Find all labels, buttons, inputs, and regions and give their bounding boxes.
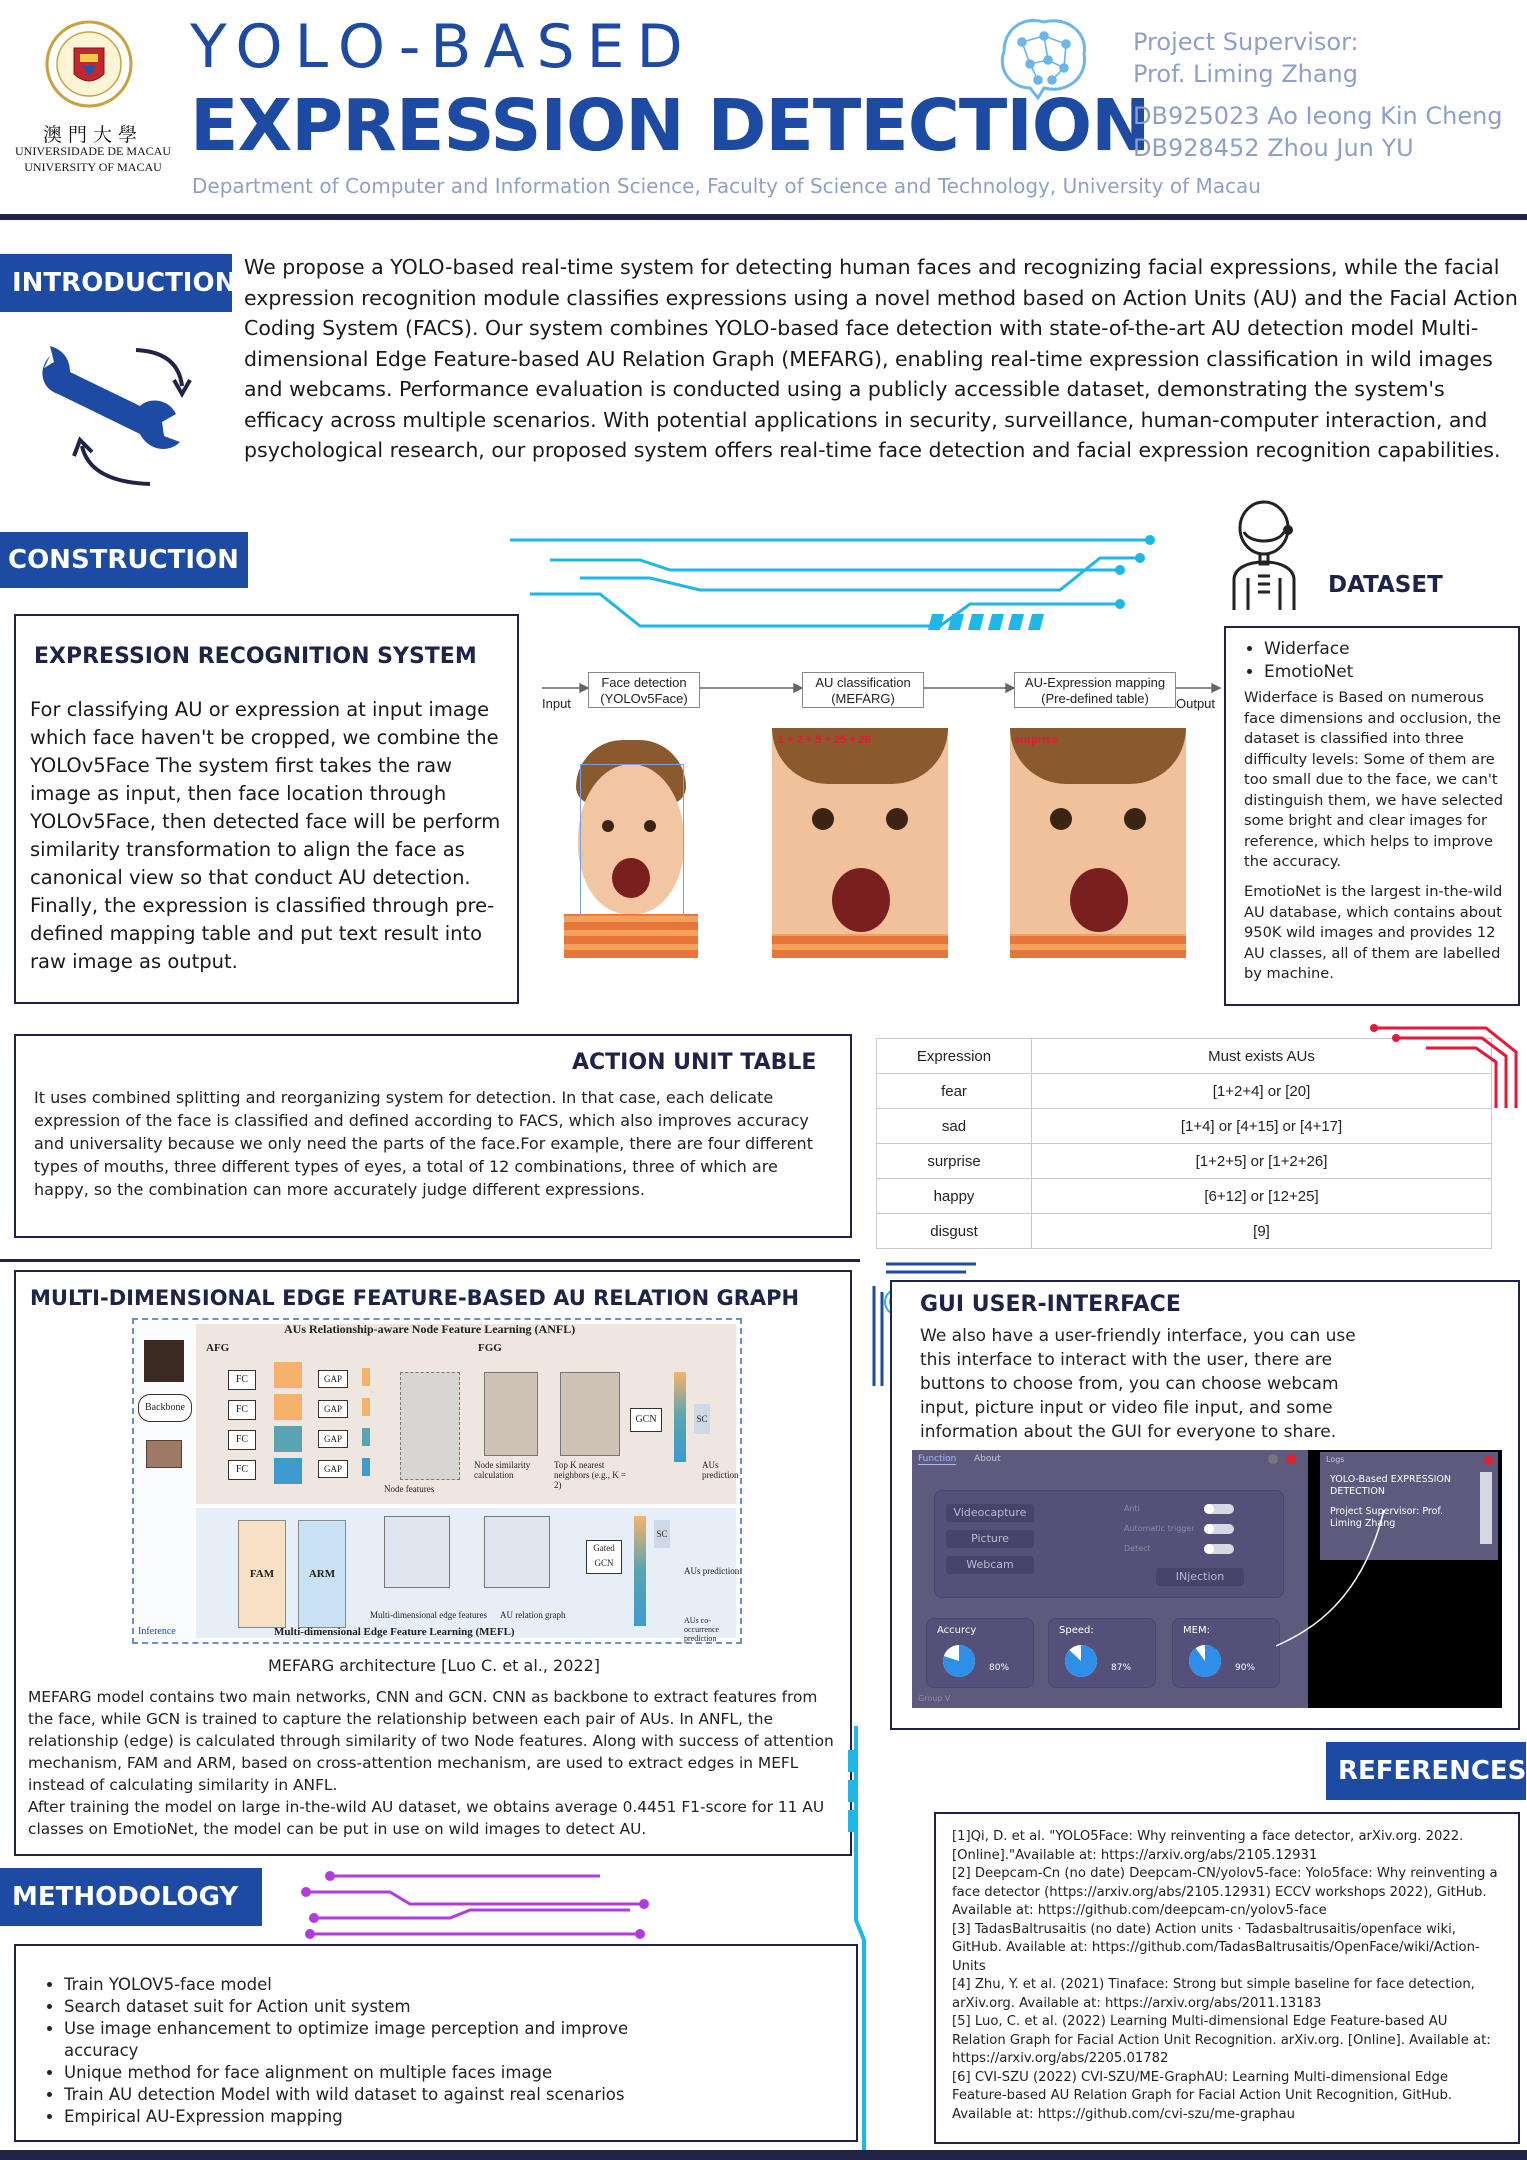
- gated-gcn-box: [586, 1540, 622, 1574]
- methodology-item: • Empirical AU-Expression mapping: [64, 2106, 684, 2128]
- gui-text: We also have a user-friendly interface, you can use this interface to interact with the user, there are buttons to choose from, you can choose webcam input, picture input or video file input, and some information about the GUI for everyone to share.: [920, 1326, 1356, 1442]
- introduction-heading: INTRODUCTION: [0, 254, 232, 312]
- action-unit-text: It uses combined splitting and reorganizing system for detection. In that case, each delicate expression of the face is classified and defined according to FACS, which also improves accuracy and universality because we only need the parts of the face.For example, there are four different types of mouths, three different types of eyes, a total of 12 combinations, three of which are happy, so the combination can more accurately judge different expressions.: [34, 1088, 813, 1199]
- aus-prediction-label-2: AUs prediction: [684, 1566, 740, 1576]
- references-heading: REFERENCES: [1326, 1742, 1526, 1800]
- speed-card: [1048, 1618, 1156, 1688]
- header-divider: [0, 214, 1527, 220]
- inference-label: Inference: [138, 1626, 176, 1637]
- methodology-item: • Search dataset suit for Action unit system: [64, 1996, 684, 2018]
- table-cell-aus: [9]: [1032, 1214, 1492, 1249]
- au-overlay-text: 1 + 2 + 5 + 25 + 26: [778, 734, 871, 746]
- ers-title: EXPRESSION RECOGNITION SYSTEM: [34, 644, 477, 669]
- mefarg-box: [14, 1270, 852, 1856]
- gcn-label-2: GCN: [594, 1558, 614, 1568]
- table-cell-expression: surprise: [877, 1144, 1032, 1179]
- topk-label: Top K nearest neighbors (e.g., K = 2): [554, 1460, 627, 1490]
- circuit-lines-cyan: [500, 530, 1180, 640]
- university-name-en: UNIVERSITY OF MACAU: [24, 160, 162, 174]
- table-header-aus: Must exists AUs: [1032, 1039, 1492, 1074]
- table-cell-expression: disgust: [877, 1214, 1032, 1249]
- anfl-title: AUs Relationship-aware Node Feature Learning (ANFL): [284, 1322, 576, 1336]
- cropped-face-photo-au: [772, 728, 948, 958]
- dataset-para-1: Widerface is Based on numerous face dimensions and occlusion, the dataset is classified into three difficulty levels: Some of them are too small due to the face, we can't distinguish them, we have selected some bright and clear images for reference, which helps to improve the accuracy.: [1244, 689, 1504, 870]
- gap-box-1: GAP: [318, 1370, 348, 1388]
- step2-line-a: AU classification: [815, 675, 911, 690]
- toggle-switch-detect[interactable]: [1204, 1544, 1234, 1554]
- construction-heading: CONSTRUCTION: [0, 532, 248, 588]
- fgg-label: FGG: [478, 1342, 502, 1354]
- log-line-2: Project Supervisor: Prof. Liming Zhang: [1330, 1506, 1444, 1529]
- step3-line-a: AU-Expression mapping: [1024, 675, 1166, 690]
- gauge-fill: [1189, 1645, 1221, 1677]
- gcn-box: GCN: [630, 1408, 662, 1432]
- methodology-list: [36, 1974, 684, 2128]
- brain-network-icon: [994, 14, 1094, 102]
- gui-box: [890, 1280, 1520, 1730]
- dataset-heading: DATASET: [1328, 572, 1443, 598]
- dataset-item-widerface: • Widerface: [1264, 638, 1527, 661]
- methodology-item: • Use image enhancement to optimize image perception and improve accuracy: [64, 2018, 684, 2062]
- fam-box: FAM: [238, 1520, 286, 1628]
- reference-item: [2] Deepcam-Cn (no date) Deepcam-CN/yolov5-face: Yolo5face: Why reinventing a face detector (https://arxiv.org/abs/2105.12931) ECCV workshops 2022), GitHub. Available at: https://github.com/deepcam-cn/yolov5-face: [952, 1866, 1498, 1918]
- fc-box-1: FC: [228, 1370, 256, 1390]
- reference-item: [3] TadasBaltrusaitis (no date) Action units · Tadasbaltrusaitis/openface wiki, GitHub. Available at: https://github.com/TadasBaltrusaitis/OpenFace/wiki/Action-Units: [952, 1921, 1480, 1974]
- pipeline-input-label: Input: [542, 696, 571, 711]
- mefarg-caption: MEFARG architecture [Luo C. et al., 2022]: [268, 1656, 600, 1675]
- dataset-list: [1236, 638, 1527, 684]
- table-cell-aus: [6+12] or [12+25]: [1032, 1179, 1492, 1214]
- mem-gauge: [1187, 1643, 1223, 1679]
- gui-footer: Group V: [918, 1694, 951, 1703]
- robot-icon: [1224, 496, 1304, 612]
- pipeline-output-label: Output: [1176, 696, 1216, 711]
- afg-label: AFG: [206, 1342, 230, 1354]
- expression-overlay-text: surprise: [1014, 734, 1058, 746]
- table-row: [877, 1144, 1492, 1179]
- table-cell-aus: [1+2+4] or [20]: [1032, 1074, 1492, 1109]
- gui-heading: GUI USER-INTERFACE: [920, 1292, 1181, 1317]
- university-chinese-name: 澳門大學: [42, 124, 143, 146]
- introduction-text: We propose a YOLO-based real-time system for detecting human faces and recognizing facial expressions, while the facial expression recognition module classifies expressions using a novel method based on Action Units (AU) and the Facial Action Coding System (FACS). Our system combines YOLO-based face detection with state-of-the-art AU detection model Multi-dimensional Edge Feature-based AU Relation Graph (MEFARG), enabling real-time expression classification in wild images and webcams. Performance evaluation is conducted using a publicly accessible dataset, demonstrating the system's efficacy across multiple scenarios. With potential applications in security, surveillance, human-computer interaction, and psychological research, our proposed system offers real-time face detection and facial expression recognition capabilities.: [244, 255, 1518, 462]
- expression-recognition-box: [14, 614, 519, 1004]
- gap-box-2: GAP: [318, 1400, 348, 1418]
- section-divider: [0, 1259, 860, 1262]
- mem-label: MEM:: [1183, 1625, 1210, 1636]
- header: [0, 0, 1527, 215]
- log-close-icon[interactable]: [1484, 1456, 1493, 1465]
- step1-line-a: Face detection: [601, 675, 687, 690]
- supervisor-label: Project Supervisor:: [1133, 28, 1359, 56]
- methodology-box: [14, 1944, 858, 2142]
- university-name-pt: UNIVERSIDADE DE MACAU: [15, 144, 171, 158]
- pipeline-step-face-detection: [588, 672, 700, 708]
- gui-main-window: [912, 1450, 1308, 1708]
- co-occurrence-label: AUs co-occurrence prediction: [684, 1616, 720, 1643]
- input-face-thumbnail: [144, 1340, 184, 1382]
- aus-prediction-label-1: AUs prediction: [702, 1460, 739, 1480]
- toggle-switch-automatic[interactable]: [1204, 1524, 1234, 1534]
- supervisor-name: Prof. Liming Zhang: [1133, 60, 1358, 88]
- dataset-para-2: EmotioNet is the largest in-the-wild AU database, which contains about 950K wild images and provides 12 AU classes, all of them are labelled by machine.: [1244, 883, 1503, 982]
- footer-bar: [0, 2150, 1527, 2160]
- table-cell-aus: [1+2+5] or [1+2+26]: [1032, 1144, 1492, 1179]
- table-row: [877, 1109, 1492, 1144]
- gui-tab-about[interactable]: About: [974, 1454, 1001, 1464]
- speed-value: 87%: [1111, 1663, 1132, 1673]
- pipeline-step-au-classification: [802, 672, 924, 708]
- input-face-photo: [556, 728, 698, 958]
- connector-curve: [1272, 1490, 1392, 1650]
- circuit-lines-magenta: [300, 1866, 660, 1946]
- mefarg-para-2: After training the model on large in-the-wild AU dataset, we obtains average 0.4451 F1-score for 11 AU classes on EmotioNet, the model can be put in use on wild images to detect AU.: [28, 1798, 825, 1838]
- pipeline-figure: [536, 668, 1226, 968]
- sc-box-2: SC: [654, 1520, 670, 1548]
- university-crest-logo: [44, 16, 134, 116]
- log-label: Logs: [1326, 1455, 1345, 1464]
- webcam-button[interactable]: Webcam: [946, 1556, 1034, 1574]
- action-unit-heading: ACTION UNIT TABLE: [572, 1050, 817, 1075]
- toggle-label-detect: Detect: [1124, 1544, 1151, 1553]
- table-cell-aus: [1+4] or [4+15] or [4+17]: [1032, 1109, 1492, 1144]
- table-header-expression: Expression: [877, 1039, 1032, 1074]
- methodology-item: • Unique method for face alignment on multiple faces image: [64, 2062, 684, 2084]
- toggle-label-automatic: Automatic trigger: [1124, 1524, 1195, 1533]
- table-row: [877, 1214, 1492, 1249]
- methodology-item: • Train AU detection Model with wild dataset to against real scenarios: [64, 2084, 684, 2106]
- action-unit-box: [14, 1034, 852, 1238]
- speed-gauge: [1063, 1643, 1099, 1679]
- accuracy-gauge: [941, 1643, 977, 1679]
- table-cell-expression: sad: [877, 1109, 1032, 1144]
- log-line-1: YOLO-Based EXPRESSION DETECTION: [1330, 1474, 1452, 1497]
- pipeline-step-au-expression-mapping: [1014, 672, 1176, 708]
- wrench-cycle-icon: [30, 338, 200, 488]
- dataset-item-emotionet: • EmotioNet: [1264, 661, 1527, 684]
- fc-box-3: FC: [228, 1430, 256, 1450]
- references-box: [934, 1812, 1520, 2144]
- reference-item: [4] Zhu, Y. et al. (2021) Tinaface: Strong but simple baseline for face detection, arXiv.org. Available at: https://arxiv.org/abs/2011.13183: [952, 1977, 1475, 2011]
- au-relation-graph-label: AU relation graph: [500, 1610, 566, 1620]
- window-min-icon[interactable]: [1268, 1454, 1278, 1464]
- gap-box-4: GAP: [318, 1460, 348, 1478]
- node-similarity-label: Node similarity calculation: [474, 1460, 531, 1480]
- circuit-lines-red: [1366, 1016, 1526, 1110]
- dataset-box: [1224, 626, 1520, 1006]
- window-close-icon[interactable]: [1286, 1454, 1296, 1464]
- speed-label: Speed:: [1059, 1625, 1094, 1636]
- table-row: [877, 1179, 1492, 1214]
- node-features-label: Node features: [384, 1484, 435, 1494]
- methodology-item: • Train YOLOV5-face model: [64, 1974, 684, 1996]
- fc-box-4: FC: [228, 1460, 256, 1480]
- toggle-label-anti: Anti: [1124, 1504, 1140, 1513]
- output-face-photo: [1010, 728, 1186, 958]
- table-cell-expression: fear: [877, 1074, 1032, 1109]
- step2-line-b: (MEFARG): [831, 691, 895, 706]
- title-line-1: YOLO-BASED: [190, 12, 695, 82]
- department-line: Department of Computer and Information Science, Faculty of Science and Technology, University of Macau: [192, 174, 1261, 198]
- ers-text: For classifying AU or expression at input image which face haven't be cropped, we combine the YOLOv5Face The system first takes the raw image as input, then face location through YOLOv5Face, then detected face will be perform similarity transformation to align the face as canonical view so that conduct AU detection. Finally, the expression is classified through pre-defined mapping table and put text result into raw image as output.: [30, 698, 501, 973]
- toggle-switch-anti[interactable]: [1204, 1504, 1234, 1514]
- gated-label: Gated: [593, 1543, 615, 1553]
- videocapture-button[interactable]: Videocapture: [946, 1504, 1034, 1522]
- picture-button[interactable]: Picture: [946, 1530, 1034, 1548]
- mefarg-architecture-diagram: [132, 1318, 742, 1644]
- mefarg-para-1: MEFARG model contains two main networks, CNN and GCN. CNN as backbone to extract features from the face, while GCN is trained to capture the relationship between each pair of AUs. In ANFL, the relationship (edge) is calculated through similarity of two Node features. Along with success of attention mechanism, FAM and ARM, based on cross-attention mechanism, are used to extract edges in MEFL instead of calculating similarity in ANFL.: [28, 1688, 834, 1794]
- author-2: DB928452 Zhou Jun YU: [1133, 134, 1414, 162]
- reference-item: [1]Qi, D. et al. "YOLO5Face: Why reinventing a face detector, arXiv.org. 2022. [Online]."Available at: https://arxiv.org/abs/2105.12931: [952, 1829, 1464, 1863]
- log-scrollbar[interactable]: [1480, 1472, 1492, 1544]
- gap-box-3: GAP: [318, 1430, 348, 1448]
- author-1: DB925023 Ao Ieong Kin Cheng: [1133, 102, 1503, 130]
- mefarg-heading: MULTI-DIMENSIONAL EDGE FEATURE-BASED AU RELATION GRAPH: [30, 1286, 800, 1310]
- step3-line-b: (Pre-defined table): [1041, 691, 1149, 706]
- multi-edge-label: Multi-dimensional edge features: [370, 1610, 487, 1620]
- table-cell-expression: happy: [877, 1179, 1032, 1214]
- mem-card: [1172, 1618, 1280, 1688]
- gui-tab-function[interactable]: Function: [918, 1454, 957, 1464]
- fc-box-2: FC: [228, 1400, 256, 1420]
- arm-box: ARM: [298, 1520, 346, 1628]
- sc-box-1: SC: [694, 1404, 710, 1434]
- step1-line-b: (YOLOv5Face): [600, 691, 688, 706]
- mefl-title: Multi-dimensional Edge Feature Learning (MEFL): [274, 1626, 515, 1638]
- reference-item: [5] Luo, C. et al. (2022) Learning Multi-dimensional Edge Feature-based AU Relation Graph for Facial Action Unit Recognition. arXiv.org. [Online]. Available at: https://arxiv.org/abs/2205.01782: [952, 2014, 1491, 2066]
- backbone-box: Backbone: [138, 1394, 192, 1422]
- title-line-2: EXPRESSION DETECTION: [190, 84, 1150, 167]
- methodology-heading: METHODOLOGY: [0, 1868, 262, 1926]
- accuracy-label: Accurcy: [937, 1625, 977, 1636]
- injection-button[interactable]: INjection: [1156, 1568, 1244, 1586]
- mem-value: 90%: [1235, 1663, 1256, 1673]
- accuracy-card: [926, 1618, 1034, 1688]
- gui-screenshot: [912, 1450, 1502, 1708]
- accuracy-value: 80%: [989, 1663, 1010, 1673]
- reference-item: [6] CVI-SZU (2022) CVI-SZU/ME-GraphAU: Learning Multi-dimensional Edge Feature-based AU Relation Graph for Facial Action Unit Recognition, GitHub. Available at: https://github.com/cvi-szu/me-graphau: [952, 2069, 1453, 2122]
